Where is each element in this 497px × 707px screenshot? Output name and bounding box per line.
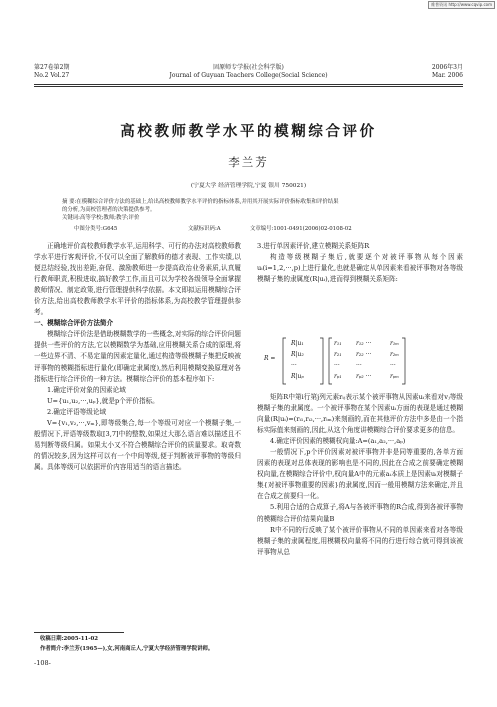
abstract-line-2: 的分析,为高校管理者的决策提供参考。 — [62, 207, 156, 213]
matrix-cell: rₚ₂ ··· — [356, 373, 372, 380]
matrix-row — [334, 371, 414, 382]
matrix-cell: r₁ₘ — [390, 340, 399, 347]
matrix-cell: r₂₁ — [334, 351, 342, 358]
paragraph: 矩阵R中第i行第j列元素rᵢⱼ表示某个被评事物从因素uᵢ来看对vⱼ等级模糊子集的隶属度。一个被评事物在某个因素uᵢ方面的表现是通过模糊向量(R|uᵢ)=(rᵢ₁,rᵢ₂,···,rᵢₘ)来刻画的,而在其他评价方法中多是由一个指标实际值来刻画的,因此,从这个角度讲模糊综合评价要求更多的信息。 — [257, 393, 463, 435]
date-info — [432, 64, 463, 80]
matrix-cell: r₁₂ ··· — [356, 340, 372, 347]
header-rule — [34, 84, 463, 85]
date-cn: 2006年3月 — [431, 64, 463, 71]
paragraph: 正确地评价高校教师教学水平,运用科学、可行的办法对高校教师教学水平进行客观评价,不仅可以全面了解教师的德才表现、工作实绩,以便总结经验,找出差距,奋促、激励教师进一步提高政治业务素质,认真履行教师职责,积极进取,搞好教学工作,而且可以为学校各级领导全面掌握教师情况、制定政策,进行管理提供科学依据。本文即拟运用模糊综合评价方法,给出高校教师教学水平评价的指标体系,为高校教学管理提供参考。 — [34, 242, 241, 317]
matrix-row — [334, 338, 414, 349]
matrix-row-label: R|u₂ — [291, 351, 304, 358]
footnote-received: 收稿日期:2005-11-02 — [40, 636, 99, 642]
matrix-cell: ··· — [390, 362, 396, 369]
matrix-cell: rₚ₁ — [334, 373, 342, 380]
affiliation: (宁夏大学 经济管理学院,宁夏 银川 750021) — [190, 183, 307, 189]
watermark-stamp: 维普资讯 http://www.cqvip.com — [428, 1, 495, 9]
paragraph: 模糊综合评价法是借助模糊数学的一些概念,对实际的综合评价问题提供一些评价的方法,它以模糊数学为基础,应用模糊关系合成的原理,将一些边界不清、不易定量的因素定量化,通过构造等级模糊子集把反映被评事物的模糊指标进行量化(即确定隶属度),然后利用模糊变换原理对各指标进行综合评价的一种方法。模糊综合评价的基本程序如下: — [34, 330, 241, 383]
issue-en: No.2 Vol.27 — [34, 72, 70, 79]
paragraph: 5.利用合适的合成算子,将A与各被评事物的R合成,得到各被评事物的模糊综合评价结果向量B — [257, 503, 463, 523]
paragraph: 一般情况下,p个评价因素对被评事物并非是同等重要的,各单方面因素的表现对总体表现的影响也是不同的,因此在合成之前要确定模糊权向量,在模糊综合评价中,权向量A中的元素aᵢ本质上是因素uᵢ对模糊子集{对被评事物重要的因素}的隶属度,因而一般用模糊方法来确定,并且在合成之前要归一化。 — [257, 448, 463, 501]
matrix-cell: r₂₂ ··· — [356, 351, 372, 358]
paragraph: 3.进行单因素评价,建立模糊关系矩阵R — [257, 242, 370, 250]
matrix-row — [334, 349, 414, 360]
matrix-row — [334, 360, 414, 371]
paragraph: R中不同的行反映了某个被评价事物从不同的单因素来看对各等级模糊子集的隶属程度,用模糊权向量将不同的行进行综合就可得到该被评事物从总 — [257, 525, 463, 556]
matrix-cell: r₁₁ — [334, 340, 342, 347]
paragraph: V={v₁,v₂,···,vₘ},即等级集合,每一个等级可对应一个模糊子集,一般情况下,评语等级数取[3,7]中的整数,如果过大那么语言难以描述且不易判断等级归属。如果太小又不符合模糊综合评价的质量要求。取奇数的情况较多,因为这样可以有一个中间等级,便于判断被评事物的等级归属。具体等级可以依据评价内容用适当的语言描述。 — [34, 418, 241, 471]
matrix-right-block — [334, 338, 414, 382]
document-code: 文献标识码:A — [188, 226, 221, 232]
footnote-rule — [34, 632, 124, 633]
fuzzy-relation-matrix — [262, 336, 462, 386]
footnote-author: 作者简介:李兰芳(1965—),女,河南商丘人,宁夏大学经济管理学院讲师。 — [40, 646, 214, 652]
matrix-cell: r₂ₘ — [390, 351, 399, 358]
paragraph: U={u₁,u₂,···,uₚ},就是p个评价指标。 — [47, 396, 159, 405]
abstract-line-1: 摘 要:在模糊综合评价方法的基础上,给出高校教师教学水平评价的指标体系,并用其开展实际评价指标收集和评价结果 — [62, 199, 339, 205]
article-number: 文章编号:1001-0491(2006)02-0108-02 — [250, 226, 352, 232]
left-column — [34, 241, 241, 623]
journal-cn: 固原师专学报(社会科学版) — [213, 64, 284, 71]
paragraph: 构造等级模糊子集后,就要逐个对被评事物从每个因素uᵢ(i=1,2,···,p)上进行量化,也就是确定从单因素来看被评事物对各等级模糊子集的隶属度(R|uᵢ),进而得到模糊关系矩阵: — [257, 253, 463, 284]
abstract — [62, 198, 442, 222]
paragraph: 4.确定评价因素的模糊权向量:A=(a₁,a₂,···,aₚ) — [270, 437, 406, 446]
classification-number: 中图分类号:G645 — [74, 226, 118, 232]
matrix-cell: ··· — [356, 362, 362, 369]
paragraph: 2.确定评语等级论域 — [47, 407, 107, 416]
header-rule-2 — [34, 86, 463, 87]
matrix-left-column — [291, 338, 325, 382]
page-number: -108- — [34, 659, 51, 667]
right-column-bottom — [257, 392, 463, 674]
matrix-cell: ··· — [334, 362, 340, 369]
matrix-row-label: ··· — [291, 362, 297, 369]
section-heading: 一、模糊综合评价方法简介 — [34, 319, 114, 328]
matrix-cell: rₚₘ — [390, 373, 399, 380]
matrix-row-label: R|u₁ — [291, 340, 304, 347]
keywords: 关键词:高等学校;教师;教学;评价 — [62, 215, 140, 221]
journal-info — [0, 64, 497, 80]
matrix-lhs: R = — [264, 355, 276, 362]
paragraph: 1.确定评价对象的因素论域 — [47, 385, 126, 394]
issue-cn: 第27卷第2期 — [34, 64, 70, 71]
journal-en: Journal of Guyuan Teachers College(Social Science) — [169, 72, 328, 79]
matrix-row-label: R|uₚ — [291, 373, 304, 380]
article-title: 高校教师教学水平的模糊综合评价 — [120, 123, 377, 140]
right-column-top — [257, 241, 463, 331]
author-name: 李兰芳 — [228, 155, 269, 169]
date-en: Mar. 2006 — [431, 72, 463, 79]
